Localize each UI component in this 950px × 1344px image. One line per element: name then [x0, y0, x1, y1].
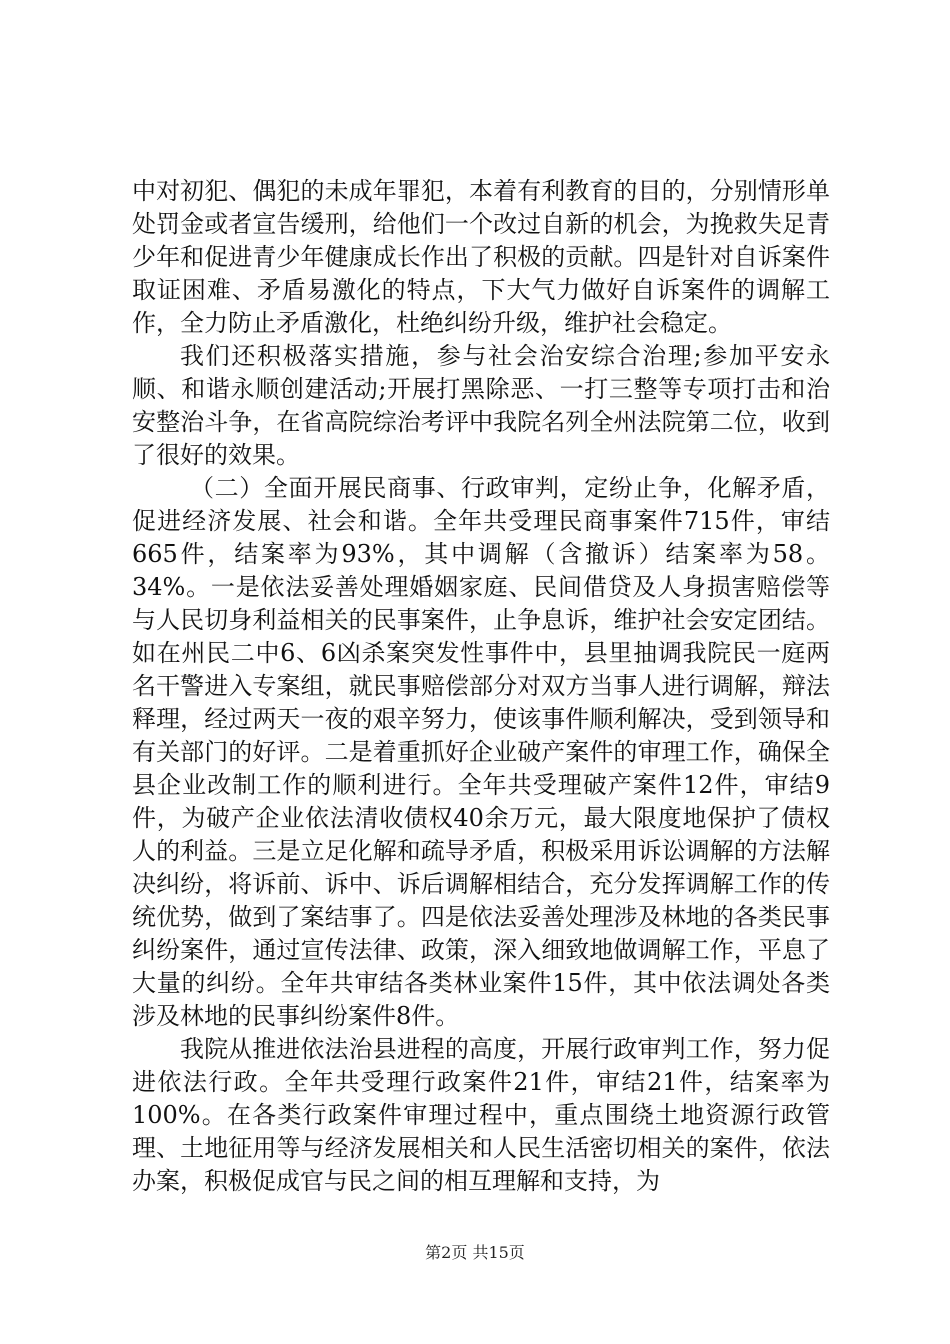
paragraph-public-security: 我们还积极落实措施，参与社会治安综合治理;参加平安永顺、和谐永顺创建活动;开展打黑除恶、一打三整等专项打击和治安整治斗争，在省高院综治考评中我院名列全州法院第二位，收到了很好的效果。	[132, 342, 830, 469]
page-number-footer: 第2页 共15页	[425, 1243, 525, 1262]
document-body	[132, 175, 830, 1198]
paragraph-civil-commercial: （二）全面开展民商事、行政审判，定纷止争，化解矛盾，促进经济发展、社会和谐。全年共受理民商事案件715件，审结665件，结案率为93%，其中调解（含撤诉）结案率为58。34%。一是依法妥善处理婚姻家庭、民间借贷及人身损害赔偿等与人民切身利益相关的民事案件，止争息诉，维护社会安定团结。如在州民二中6、6凶杀案突发性事件中，县里抽调我院民一庭两名干警进入专案组，就民事赔偿部分对双方当事人进行调解，辩法释理，经过两天一夜的艰辛努力，使该事件顺利解决，受到领导和有关部门的好评。二是着重抓好企业破产案件的审理工作，确保全县企业改制工作的顺利进行。全年共受理破产案件12件，审结9件，为破产企业依法清收债权40余万元，最大限度地保护了债权人的利益。三是立足化解和疏导矛盾，积极采用诉讼调解的方法解决纠纷，将诉前、诉中、诉后调解相结合，充分发挥调解工作的传统优势，做到了案结事了。四是依法妥善处理涉及林地的各类民事纠纷案件，通过宣传法律、政策，深入细致地做调解工作，平息了大量的纠纷。全年共审结各类林业案件15件，其中依法调处各类涉及林地的民事纠纷案件8件。	[132, 474, 830, 1030]
paragraph-juvenile-cases: 中对初犯、偶犯的未成年罪犯，本着有利教育的目的，分别情形单处罚金或者宣告缓刑，给他们一个改过自新的机会，为挽救失足青少年和促进青少年健康成长作出了积极的贡献。四是针对自诉案件取证困难、矛盾易激化的特点，下大气力做好自诉案件的调解工作，全力防止矛盾激化，杜绝纠纷升级，维护社会稳定。	[132, 177, 830, 337]
paragraph-administrative: 我院从推进依法治县进程的高度，开展行政审判工作，努力促进依法行政。全年共受理行政案件21件，审结21件，结案率为100%。在各类行政案件审理过程中，重点围绕土地资源行政管理、土地征用等与经济发展相关和人民生活密切相关的案件，依法办案，积极促成官与民之间的相互理解和支持，为	[132, 1035, 830, 1195]
